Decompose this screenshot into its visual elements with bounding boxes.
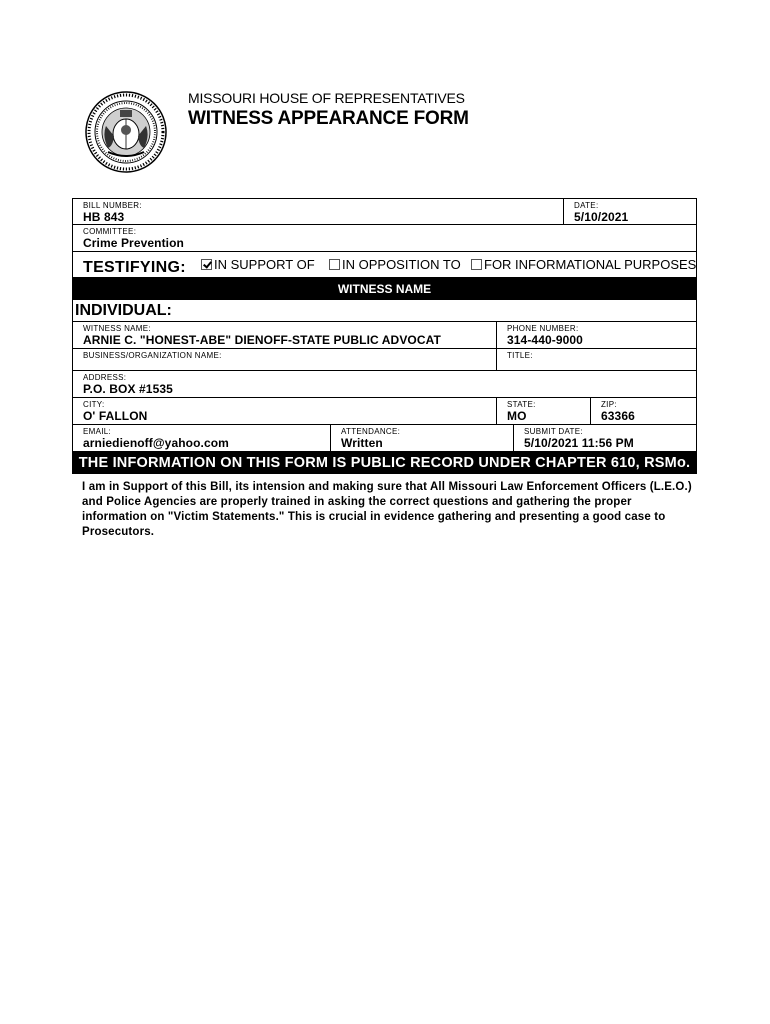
- phone-value: 314-440-9000: [507, 333, 583, 347]
- committee-row: [72, 225, 697, 252]
- email-value: arniedienoff@yahoo.com: [83, 436, 229, 450]
- individual-heading: INDIVIDUAL:: [75, 302, 172, 319]
- zip-value: 63366: [601, 409, 635, 423]
- date-value: 5/10/2021: [574, 210, 629, 224]
- form-title: WITNESS APPEARANCE FORM: [188, 108, 469, 129]
- submit-date-cell: [513, 425, 696, 451]
- date-cell: [563, 199, 696, 224]
- bill-row: [72, 198, 697, 225]
- submit-date-label: SUBMIT DATE:: [524, 427, 583, 436]
- zip-label: ZIP:: [601, 400, 617, 409]
- testifying-row: [72, 252, 697, 278]
- witness-form: [72, 198, 697, 474]
- state-label: STATE:: [507, 400, 536, 409]
- city-label: CITY:: [83, 400, 105, 409]
- city-row: [72, 398, 697, 425]
- address-value: P.O. BOX #1535: [83, 382, 173, 396]
- option-informational[interactable]: [471, 257, 696, 272]
- checked-checkbox-icon[interactable]: [201, 259, 212, 270]
- option-in-support[interactable]: [201, 257, 315, 272]
- committee-value: Crime Prevention: [83, 236, 184, 250]
- committee-label: COMMITTEE:: [83, 227, 137, 236]
- individual-section: [72, 300, 697, 322]
- witness-comments: I am in Support of this Bill, its intension and making sure that All Missouri Law Enforcement Officers (L.E.O.) and Police Agencies are properly trained in asking the correct questions and gathering the proper information on "Victim Statements." This is crucial in evidence gathering and presenting a good case to Prosecutors.: [82, 481, 692, 538]
- witness-name-label: WITNESS NAME:: [83, 324, 151, 333]
- business-cell: [73, 349, 496, 370]
- state-cell: [496, 398, 590, 424]
- phone-label: PHONE NUMBER:: [507, 324, 579, 333]
- bill-number-value: HB 843: [83, 210, 125, 224]
- witness-name-cell: [73, 322, 496, 348]
- checkbox-icon[interactable]: [329, 259, 340, 270]
- organization-name: MISSOURI HOUSE OF REPRESENTATIVES: [188, 90, 465, 106]
- email-label: EMAIL:: [83, 427, 112, 436]
- email-cell: [73, 425, 330, 451]
- submit-date-value: 5/10/2021 11:56 PM: [524, 436, 634, 450]
- title-label: TITLE:: [507, 351, 533, 360]
- witness-name-value: ARNIE C. "HONEST-ABE" DIENOFF-STATE PUBLIC ADVOCAT: [83, 333, 441, 347]
- attendance-value: Written: [341, 436, 383, 450]
- public-record-notice: THE INFORMATION ON THIS FORM IS PUBLIC RECORD UNDER CHAPTER 610, RSMo.: [72, 452, 697, 474]
- date-label: DATE:: [574, 201, 599, 210]
- option-label: IN SUPPORT OF: [214, 257, 315, 272]
- state-value: MO: [507, 409, 527, 423]
- option-label: IN OPPOSITION TO: [342, 257, 461, 272]
- city-cell: [73, 398, 496, 424]
- testifying-label: TESTIFYING:: [83, 259, 186, 276]
- title-cell: [496, 349, 696, 370]
- attendance-cell: [330, 425, 513, 451]
- business-row: [72, 349, 697, 371]
- address-label: ADDRESS:: [83, 373, 127, 382]
- state-seal-logo: [84, 90, 168, 174]
- attendance-label: ATTENDANCE:: [341, 427, 401, 436]
- zip-cell: [590, 398, 696, 424]
- bill-number-label: BILL NUMBER:: [83, 201, 142, 210]
- address-row: [72, 371, 697, 398]
- option-in-opposition[interactable]: [329, 257, 461, 272]
- witness-name-band: WITNESS NAME: [72, 278, 697, 300]
- witness-name-row: [72, 322, 697, 349]
- checkbox-icon[interactable]: [471, 259, 482, 270]
- bill-number-cell: [73, 199, 563, 224]
- phone-cell: [496, 322, 696, 348]
- email-row: [72, 425, 697, 452]
- city-value: O' FALLON: [83, 409, 148, 423]
- option-label: FOR INFORMATIONAL PURPOSES: [484, 257, 697, 272]
- business-label: BUSINESS/ORGANIZATION NAME:: [83, 351, 222, 360]
